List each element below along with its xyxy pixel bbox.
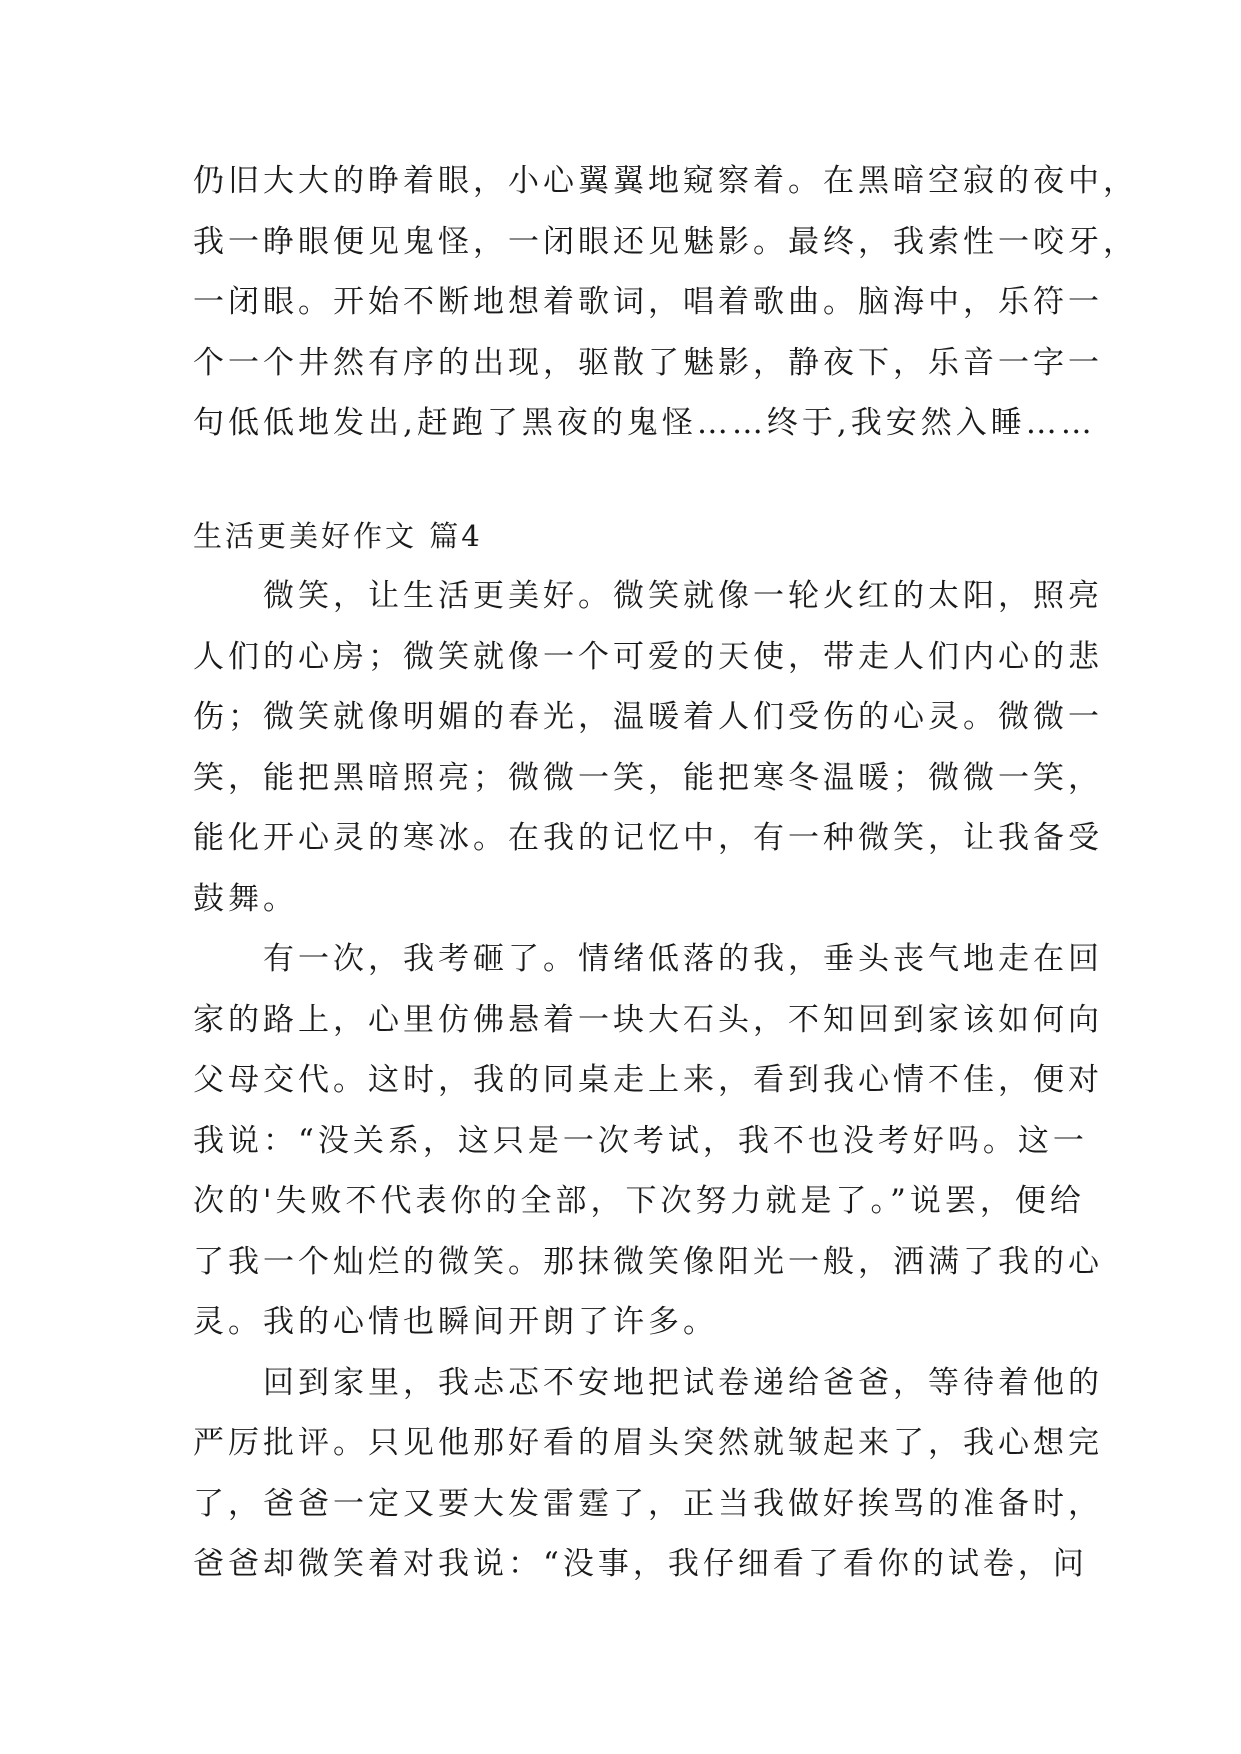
paragraph-3 xyxy=(193,1353,1103,1595)
text-line: 能化开心灵的寒冰。在我的记忆中，有一种微笑，让我备受 xyxy=(193,820,1103,856)
text-line: 回到家里，我忐忑不安地把试卷递给爸爸，等待着他的 xyxy=(193,1364,1103,1401)
text-line: 了，爸爸一定又要大发雷霆了，正当我做好挨骂的准备时， xyxy=(193,1485,1103,1522)
text-line: 灵。我的心情也瞬间开朗了许多。 xyxy=(193,1304,718,1340)
text-line: 一闭眼。开始不断地想着歌词，唱着歌曲。脑海中，乐符一 xyxy=(193,284,1103,320)
text-line: 严厉批评。只见他那好看的眉头突然就皱起来了，我心想完 xyxy=(193,1425,1103,1461)
text-line: 伤；微笑就像明媚的春光，温暖着人们受伤的心灵。微微一 xyxy=(193,699,1103,735)
section-heading: 生活更美好作文 篇4 xyxy=(193,519,483,553)
text-line: 微笑，让生活更美好。微笑就像一轮火红的太阳，照亮 xyxy=(193,578,1103,614)
text-line: 父母交代。这时，我的同桌走上来，看到我心情不佳，便对 xyxy=(193,1062,1103,1098)
text-line: 我说：“没关系，这只是一次考试，我不也没考好吗。这一 xyxy=(193,1122,1088,1159)
article-body xyxy=(193,566,1103,1595)
text-line: 我一睁眼便见鬼怪，一闭眼还见魅影。最终，我索性一咬牙， xyxy=(193,223,1138,260)
paragraph-2 xyxy=(193,929,1103,1353)
text-line: 人们的心房；微笑就像一个可爱的天使，带走人们内心的悲 xyxy=(193,638,1103,675)
text-line: 了我一个灿烂的微笑。那抹微笑像阳光一般，洒满了我的心 xyxy=(193,1243,1103,1280)
text-line: 笑，能把黑暗照亮；微微一笑，能把寒冬温暖；微微一笑， xyxy=(193,759,1103,796)
text-line: 句低低地发出,赶跑了黑夜的鬼怪……终于,我安然入睡…… xyxy=(193,405,1096,441)
paragraph-1 xyxy=(193,566,1103,929)
text-line: 仍旧大大的睁着眼，小心翼翼地窥察着。在黑暗空寂的夜中， xyxy=(193,163,1138,199)
text-line: 次的'失败不代表你的全部，下次努力就是了。”说罢，便给 xyxy=(193,1183,1085,1219)
text-line: 爸爸却微笑着对我说：“没事，我仔细看了看你的试卷，问 xyxy=(193,1546,1088,1582)
text-line: 个一个井然有序的出现，驱散了魅影，静夜下，乐音一字一 xyxy=(193,344,1103,381)
text-line: 有一次，我考砸了。情绪低落的我，垂头丧气地走在回 xyxy=(193,941,1103,977)
paragraph-continued xyxy=(193,151,1138,454)
text-line: 家的路上，心里仿佛悬着一块大石头，不知回到家该如何向 xyxy=(193,1001,1103,1038)
text-line: 鼓舞。 xyxy=(193,880,298,917)
